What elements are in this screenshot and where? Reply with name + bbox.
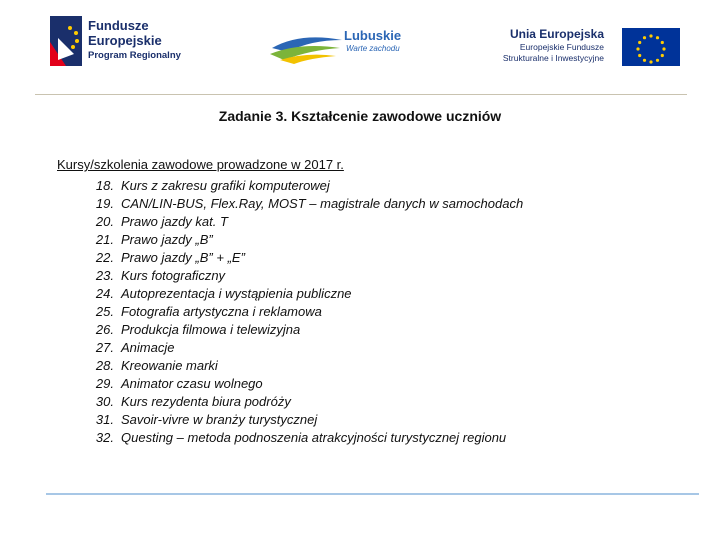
- unia-europejska-logo: [490, 24, 680, 70]
- course-item: [84, 429, 523, 447]
- course-label: Animator czasu wolnego: [121, 376, 263, 391]
- fe-line3: Program Regionalny: [88, 50, 181, 61]
- course-label: CAN/LIN-BUS, Flex.Ray, MOST – magistrale danych w samochodach: [121, 196, 524, 211]
- course-label: Prawo jazdy kat. T: [121, 214, 228, 229]
- course-item: [84, 357, 523, 375]
- course-label: Prawo jazdy „B”: [121, 232, 213, 247]
- course-item: [84, 231, 523, 249]
- course-label: Kurs rezydenta biura podróży: [121, 394, 291, 409]
- fe-line2: Europejskie: [88, 33, 162, 48]
- course-number: 31.: [95, 412, 114, 427]
- lubuskie-name: Lubuskie: [344, 28, 402, 43]
- course-number: 18.: [95, 178, 114, 193]
- bottom-divider: [46, 493, 699, 495]
- course-number: 23.: [95, 268, 114, 283]
- course-item: [84, 393, 523, 411]
- course-label: Savoir-vivre w branży turystycznej: [121, 412, 318, 427]
- course-number: 20.: [95, 214, 114, 229]
- course-number: 28.: [95, 358, 114, 373]
- ue-title: Unia Europejska: [509, 27, 604, 41]
- course-label: Questing – metoda podnoszenia atrakcyjności turystycznej regionu: [121, 430, 507, 445]
- ue-sub2: Strukturalne i Inwestycyjne: [502, 53, 604, 63]
- course-number: 24.: [95, 286, 114, 301]
- fe-flag-icon: [50, 16, 82, 66]
- lubuskie-waves-icon: [270, 30, 344, 64]
- course-item: [84, 195, 523, 213]
- section-heading: Kursy/szkolenia zawodowe prowadzone w 2017 r.: [57, 157, 344, 172]
- course-number: 30.: [95, 394, 114, 409]
- course-label: Fotografia artystyczna i reklamowa: [121, 304, 322, 319]
- course-number: 21.: [95, 232, 114, 247]
- course-item: [84, 339, 523, 357]
- course-number: 27.: [95, 340, 114, 355]
- course-label: Kurs z zakresu grafiki komputerowej: [121, 178, 330, 193]
- course-number: 19.: [95, 196, 114, 211]
- ue-sub1: Europejskie Fundusze: [519, 42, 604, 52]
- course-item: [84, 411, 523, 429]
- course-item: [84, 285, 523, 303]
- course-list: [84, 177, 523, 447]
- course-item: [84, 213, 523, 231]
- course-item: [84, 303, 523, 321]
- eu-flag-icon: [622, 28, 680, 66]
- course-label: Prawo jazdy „B” + „E”: [121, 250, 245, 265]
- course-label: Kreowanie marki: [121, 358, 218, 373]
- course-item: [84, 321, 523, 339]
- course-number: 26.: [95, 322, 114, 337]
- lubuskie-logo: [270, 22, 410, 68]
- course-label: Kurs fotograficzny: [121, 268, 226, 283]
- course-label: Autoprezentacja i wystąpienia publiczne: [121, 286, 352, 301]
- page-title: Zadanie 3. Kształcenie zawodowe uczniów: [218, 108, 502, 124]
- course-item: [84, 249, 523, 267]
- top-divider: [35, 94, 687, 95]
- fe-line1: Fundusze: [88, 18, 149, 33]
- course-number: 22.: [95, 250, 114, 265]
- course-label: Produkcja filmowa i telewizyjna: [121, 322, 301, 337]
- lubuskie-tagline: Warte zachodu: [346, 44, 400, 53]
- course-item: [84, 375, 523, 393]
- course-number: 25.: [95, 304, 114, 319]
- course-label: Animacje: [121, 340, 175, 355]
- course-number: 29.: [95, 376, 114, 391]
- fundusze-europejskie-logo: [50, 14, 190, 72]
- course-item: [84, 177, 523, 195]
- course-item: [84, 267, 523, 285]
- course-number: 32.: [95, 430, 114, 445]
- header-logos: [0, 0, 720, 92]
